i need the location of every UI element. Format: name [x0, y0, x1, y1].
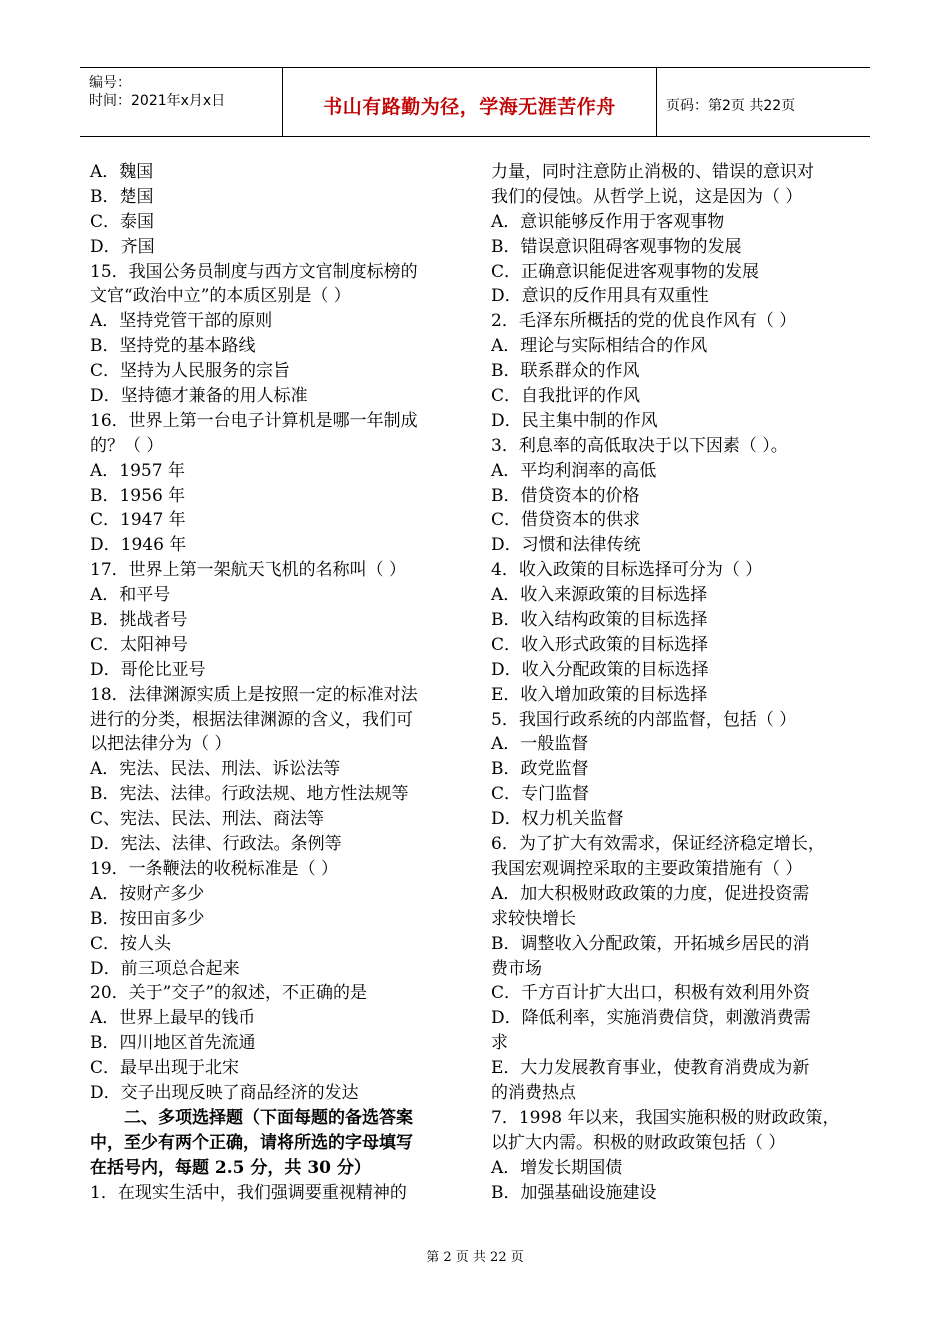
- text-line: 力量，同时注意防止消极的、错误的意识对: [491, 162, 814, 182]
- text-line: 7．1998 年以来，我国实施积极的财政政策，: [491, 1107, 840, 1128]
- text-line: A．增发长期国债: [491, 1157, 623, 1178]
- text-line: B．挑战者号: [90, 610, 188, 631]
- text-line: C．正确意识能促进客观事物的发展: [491, 261, 760, 282]
- text-line: D．哥伦比亚号: [90, 659, 206, 680]
- text-line: 中，至少有两个正确，请将所选的字母填写: [90, 1132, 413, 1153]
- text-line: D．交子出现反映了商品经济的发达: [90, 1082, 359, 1103]
- text-line: A．宪法、民法、刑法、诉讼法等: [90, 759, 341, 780]
- text-line: C．借贷资本的供求: [491, 510, 641, 531]
- text-line: 在括号内，每题 2.5 分，共 30 分）: [90, 1157, 371, 1178]
- text-line: C．泰国: [90, 211, 155, 232]
- header-motto: 书山有路勤为径，学海无涯苦作舟: [323, 96, 616, 118]
- text-line: D．降低利率，实施消费信贷，刺激消费需: [491, 1008, 811, 1029]
- text-line: 1．在现实生活中，我们强调要重视精神的: [90, 1182, 407, 1203]
- text-line: A．平均利润率的高低: [491, 460, 657, 481]
- text-line: 求: [491, 1033, 508, 1054]
- text-line: B．联系群众的作风: [491, 361, 640, 382]
- text-line: E．大力发展教育事业，使教育消费成为新: [491, 1058, 810, 1079]
- text-line: 我国宏观调控采取的主要政策措施有（ ）: [491, 858, 803, 879]
- text-line: A．按财产多少: [90, 883, 205, 904]
- text-line: 16．世界上第一台电子计算机是哪一年制成: [90, 410, 418, 431]
- text-line: C．收入形式政策的目标选择: [491, 634, 709, 655]
- text-line: B．收入结构政策的目标选择: [491, 610, 708, 631]
- text-line: B．楚国: [90, 186, 154, 207]
- text-line: 4．收入政策的目标选择可分为（ ）: [491, 560, 763, 581]
- text-line: A．世界上最早的钱币: [90, 1008, 256, 1029]
- text-line: B．错误意识阻碍客观事物的发展: [491, 236, 742, 257]
- text-line: B．宪法、法律。行政法规、地方性法规等: [90, 784, 409, 805]
- header-page-cell: [657, 68, 870, 136]
- text-line: B．调整收入分配政策，开拓城乡居民的消: [491, 933, 810, 954]
- text-line: 求较快增长: [491, 908, 576, 929]
- text-line: B．坚持党的基本路线: [90, 336, 256, 357]
- text-line: D．习惯和法律传统: [491, 535, 641, 556]
- text-line: A．意识能够反作用于客观事物: [491, 211, 725, 232]
- text-line: 文官“政治中立”的本质区别是（ ）: [90, 286, 351, 307]
- text-line: D．权力机关监督: [491, 809, 624, 830]
- text-line: D．收入分配政策的目标选择: [491, 659, 709, 680]
- header-page-number: 页码：第2页 共22页: [666, 98, 796, 114]
- text-line: 17．世界上第一架航天飞机的名称叫（ ）: [90, 560, 407, 581]
- text-line: C．按人头: [90, 933, 172, 954]
- text-line: A．加大积极财政政策的力度，促进投资需: [491, 883, 810, 904]
- text-line: 18．法律渊源实质上是按照一定的标准对法: [90, 684, 418, 705]
- page-header: [80, 67, 870, 137]
- text-line: 进行的分类，根据法律渊源的含义，我们可: [90, 709, 413, 730]
- text-line: A．收入来源政策的目标选择: [491, 585, 708, 606]
- text-line: B．政党监督: [491, 759, 589, 780]
- text-line: 19．一条鞭法的收税标准是（ ）: [90, 858, 339, 879]
- text-line: C．1947 年: [90, 510, 186, 531]
- text-line: C．太阳神号: [90, 634, 189, 655]
- text-line: C．最早出现于北宋: [90, 1058, 240, 1079]
- text-line: 的？（ ）: [90, 435, 164, 456]
- text-line: 15．我国公务员制度与西方文官制度标榜的: [90, 261, 418, 282]
- text-line: D．宪法、法律、行政法。条例等: [90, 834, 342, 855]
- text-line: D．1946 年: [90, 535, 187, 556]
- right-text-column: [491, 160, 871, 1205]
- text-line: 我们的侵蚀。从哲学上说，这是因为（ ）: [491, 186, 803, 207]
- page-footer: 第 2 页 共 22 页: [426, 1250, 524, 1265]
- text-line: A．魏国: [90, 162, 154, 182]
- text-line: B．四川地区首先流通: [90, 1033, 256, 1054]
- text-line: A．一般监督: [491, 734, 589, 755]
- header-motto-cell: [283, 68, 657, 136]
- header-meta-cell: [80, 68, 283, 136]
- text-line: D．齐国: [90, 236, 155, 257]
- text-line: 的消费热点: [491, 1082, 576, 1103]
- text-line: C．坚持为人民服务的宗旨: [90, 361, 291, 382]
- text-line: 6．为了扩大有效需求，保证经济稳定增长，: [491, 834, 825, 855]
- text-line: 以扩大内需。积极的财政政策包括（ ）: [491, 1132, 786, 1153]
- text-line: 20．关于”交子”的叙述，不正确的是: [90, 983, 368, 1004]
- text-line: D．前三项总合起来: [90, 958, 240, 979]
- text-line: D．民主集中制的作风: [491, 410, 658, 431]
- document-date-label: 时间：2021年x月x日: [89, 93, 226, 109]
- text-line: 以把法律分为（ ）: [90, 734, 232, 755]
- text-line: A．1957 年: [90, 460, 185, 481]
- text-line: 3．利息率的高低取决于以下因素（ ）。: [491, 435, 788, 456]
- text-line: 费市场: [491, 958, 542, 979]
- text-line: E．收入增加政策的目标选择: [491, 684, 708, 705]
- text-line: D．坚持德才兼备的用人标准: [90, 386, 308, 407]
- text-line: C．专门监督: [491, 784, 590, 805]
- left-text-column: [90, 160, 470, 1205]
- text-line: B．1956 年: [90, 485, 186, 506]
- text-line: A．和平号: [90, 585, 171, 606]
- text-line: 2．毛泽东所概括的党的优良作风有（ ）: [491, 311, 797, 332]
- text-line: 5．我国行政系统的内部监督，包括（ ）: [491, 709, 797, 730]
- text-line: C、宪法、民法、刑法、商法等: [90, 809, 325, 830]
- text-line: A．理论与实际相结合的作风: [491, 336, 708, 357]
- text-line: C．千方百计扩大出口，积极有效利用外资: [491, 983, 811, 1004]
- document-number-label: 编号：: [89, 75, 131, 91]
- text-line: A．坚持党管干部的原则: [90, 311, 273, 332]
- text-line: C．自我批评的作风: [491, 386, 641, 407]
- text-line: 二、多项选择题（下面每题的备选答案: [90, 1107, 413, 1128]
- text-line: B．借贷资本的价格: [491, 485, 640, 506]
- text-line: B．加强基础设施建设: [491, 1182, 657, 1203]
- text-line: D．意识的反作用具有双重性: [491, 286, 709, 307]
- text-line: B．按田亩多少: [90, 908, 205, 929]
